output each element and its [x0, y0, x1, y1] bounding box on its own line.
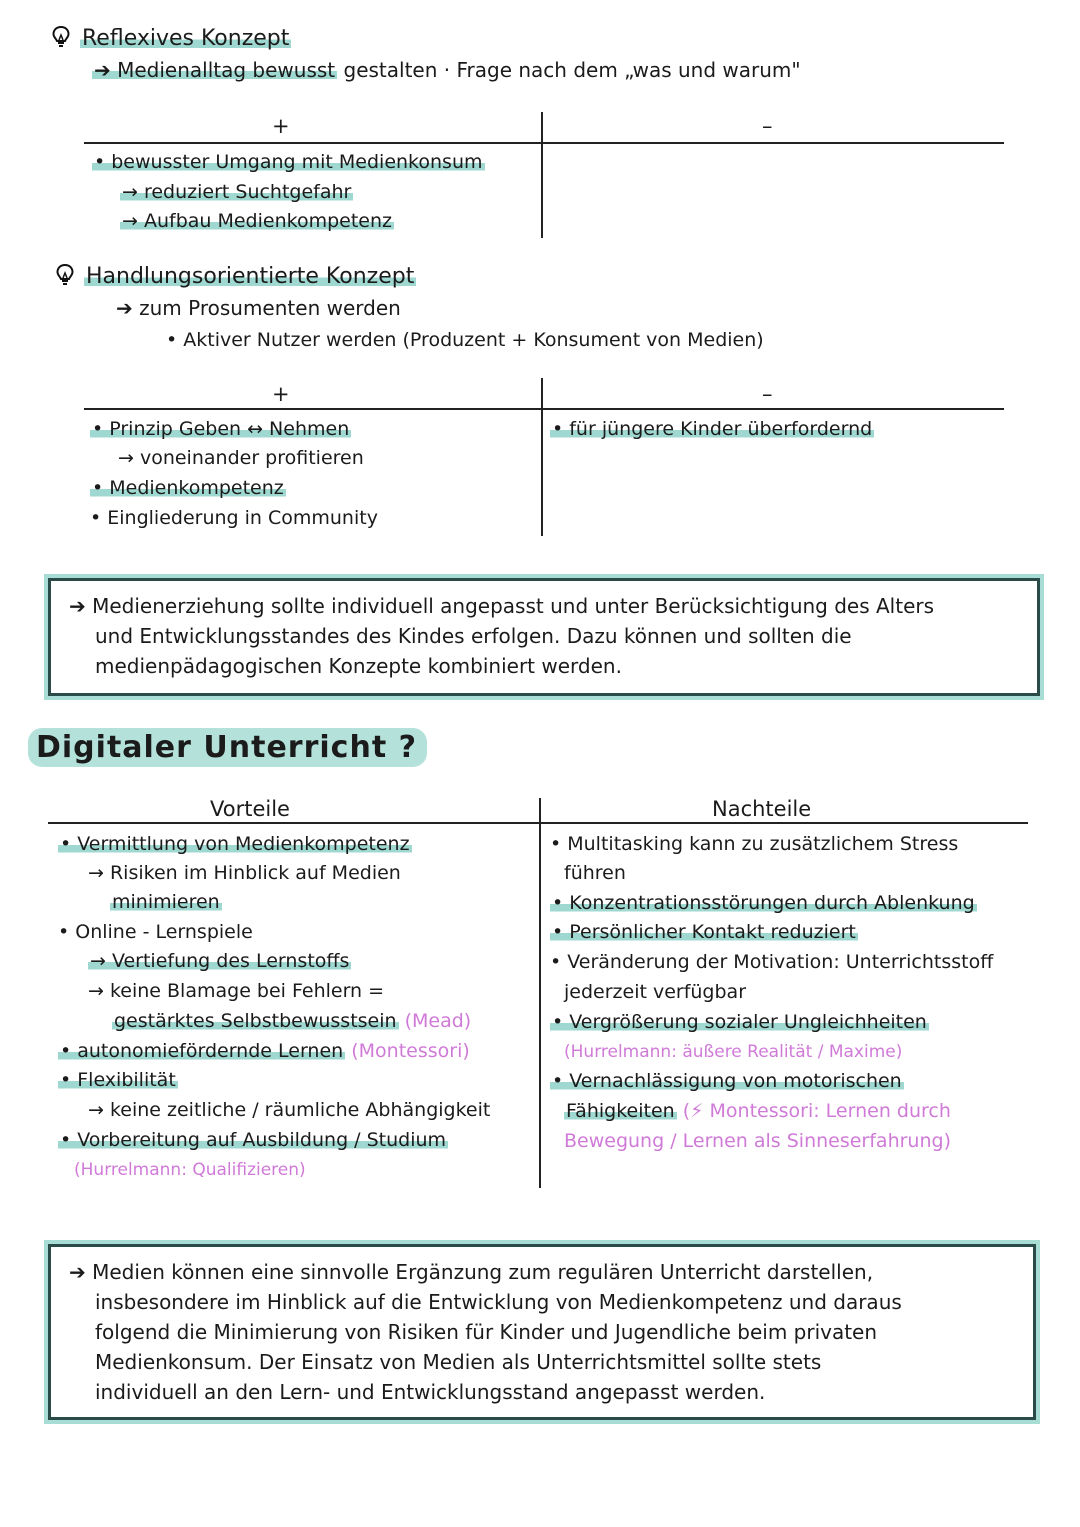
- reflexiv-pro-3: → Aufbau Medienkompetenz: [122, 210, 392, 232]
- reflexiv-plus-header: +: [272, 114, 290, 138]
- handlung-title: Handlungsorientierte Konzept: [56, 264, 416, 289]
- summary-box-2-line-1: ➔ Medien können eine sinnvolle Ergänzung zum regulären Unterricht darstellen,: [69, 1260, 874, 1284]
- nachteile-header: Nachteile: [712, 797, 812, 821]
- vorteil-line-2: → Risiken im Hinblick auf Medien: [88, 862, 401, 884]
- nachteil-line-6: jederzeit verfügbar: [564, 981, 747, 1003]
- handlung-arrow-line: ➔ zum Prosumenten werden: [116, 296, 401, 320]
- vorteile-header: Vorteile: [210, 797, 290, 821]
- handlung-con-1: • für jüngere Kinder überfordernd: [552, 418, 873, 440]
- nachteil-line-10: Fähigkeiten (⚡ Montessori: Lernen durch: [566, 1100, 951, 1122]
- handlung-table-vline: [541, 378, 543, 536]
- handlung-plus-header: +: [272, 382, 290, 406]
- handlung-pro-4: • Eingliederung in Community: [90, 507, 378, 529]
- digital-table-vline: [539, 798, 541, 1188]
- reflexiv-table-hline: [84, 142, 1004, 144]
- vorteil-line-1: • Vermittlung von Medienkompetenz: [60, 833, 410, 855]
- summary-box-2: [48, 1244, 1036, 1420]
- summary-box-1: [48, 578, 1040, 696]
- reflexiv-pro-2: → reduziert Suchtgefahr: [122, 181, 352, 203]
- summary-box-2-line-2: insbesondere im Hinblick auf die Entwicklung von Medienkompetenz und daraus: [95, 1290, 902, 1314]
- handlung-pro-3: • Medienkompetenz: [92, 477, 284, 499]
- nachteil-line-4: • Persönlicher Kontakt reduziert: [552, 921, 856, 943]
- vorteil-line-8: • autonomiefördernde Lernen (Montessori): [60, 1040, 470, 1062]
- digital-table-hline: [48, 822, 1028, 824]
- handlung-sub-line: • Aktiver Nutzer werden (Produzent + Konsument von Medien): [166, 329, 764, 351]
- vorteil-line-9: • Flexibilität: [60, 1069, 176, 1091]
- vorteil-line-12: (Hurrelmann: Qualifizieren): [74, 1160, 306, 1180]
- nachteil-line-1: • Multitasking kann zu zusätzlichem Stress: [550, 833, 959, 855]
- nachteil-line-9: • Vernachlässigung von motorischen: [552, 1070, 902, 1092]
- vorteil-line-4: • Online - Lernspiele: [58, 921, 253, 943]
- summary-box-2-line-3: folgend die Minimierung von Risiken für Kinder und Jugendliche beim privaten: [95, 1320, 878, 1344]
- nachteil-line-8: (Hurrelmann: äußere Realität / Maxime): [564, 1042, 903, 1062]
- summary-box-2-line-4: Medienkonsum. Der Einsatz von Medien als Unterrichtsmittel sollte stets: [95, 1350, 822, 1374]
- reflexiv-pro-1: • bewusster Umgang mit Medienkonsum: [94, 151, 483, 173]
- handlung-pro-2: → voneinander profitieren: [118, 447, 364, 469]
- handlung-minus-header: –: [762, 382, 773, 406]
- vorteil-line-11: • Vorbereitung auf Ausbildung / Studium: [60, 1129, 447, 1151]
- handlung-pro-1: • Prinzip Geben ↔ Nehmen: [92, 418, 350, 440]
- lightbulb-icon: [56, 264, 74, 286]
- vorteil-line-6: → keine Blamage bei Fehlern =: [88, 980, 385, 1002]
- vorteil-line-7: gestärktes Selbstbewusstsein (Mead): [114, 1010, 472, 1032]
- nachteil-line-7: • Vergrößerung sozialer Ungleichheiten: [552, 1011, 927, 1033]
- lightbulb-icon: [52, 26, 70, 48]
- reflexiv-minus-header: –: [762, 114, 773, 138]
- vorteil-line-10: → keine zeitliche / räumliche Abhängigkeit: [88, 1099, 491, 1121]
- nachteil-line-11: Bewegung / Lernen als Sinneserfahrung): [564, 1130, 951, 1152]
- summary-box-2-line-5: individuell an den Lern- und Entwicklungsstand angepasst werden.: [95, 1380, 766, 1404]
- reflexiv-title: Reflexives Konzept: [52, 26, 291, 51]
- digital-heading: Digitaler Unterricht ?: [28, 730, 427, 765]
- summary-box-1-line-3: medienpädagogischen Konzepte kombiniert werden.: [95, 654, 622, 678]
- nachteil-line-5: • Veränderung der Motivation: Unterrichtsstoff: [550, 951, 994, 973]
- nachteil-line-2: führen: [564, 862, 626, 884]
- vorteil-line-5: → Vertiefung des Lernstoffs: [90, 950, 350, 972]
- vorteil-line-3: minimieren: [112, 891, 220, 913]
- nachteil-line-3: • Konzentrationsstörungen durch Ablenkung: [552, 892, 975, 914]
- summary-box-1-line-2: und Entwicklungsstandes des Kindes erfolgen. Dazu können und sollten die: [95, 624, 852, 648]
- reflexiv-arrow-line: ➔ Medienalltag bewusst gestalten · Frage nach dem „was und warum": [94, 58, 801, 82]
- reflexiv-table-vline: [541, 112, 543, 238]
- summary-box-1-line-1: ➔ Medienerziehung sollte individuell angepasst und unter Berücksichtigung des Alters: [69, 594, 935, 618]
- handlung-table-hline: [84, 408, 1004, 410]
